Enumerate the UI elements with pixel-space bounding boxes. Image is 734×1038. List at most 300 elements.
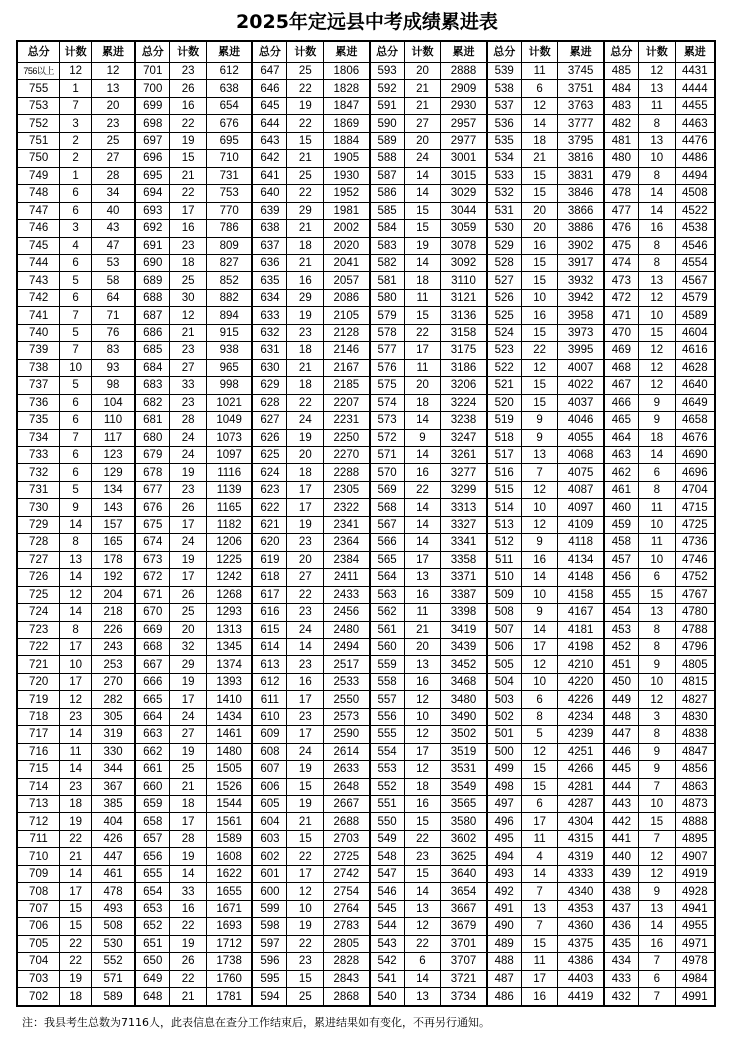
table-cell: 4919 <box>675 865 715 882</box>
column-header: 计数 <box>170 41 207 63</box>
table-cell: 19 <box>170 132 207 149</box>
table-cell: 1049 <box>207 412 253 429</box>
table-cell: 16 <box>404 586 441 603</box>
table-cell: 15 <box>521 377 558 394</box>
table-cell: 4522 <box>675 202 715 219</box>
table-cell: 4220 <box>558 673 604 690</box>
table-cell: 2305 <box>324 481 370 498</box>
table-cell: 28 <box>91 167 135 184</box>
table-cell: 613 <box>252 656 287 673</box>
table-cell: 532 <box>487 185 522 202</box>
table-cell: 27 <box>170 726 207 743</box>
table-cell: 2573 <box>324 708 370 725</box>
table-cell: 726 <box>17 569 60 586</box>
table-cell: 669 <box>135 621 170 638</box>
table-cell: 15 <box>287 778 324 795</box>
table-cell: 626 <box>252 429 287 446</box>
table-cell: 3625 <box>441 848 487 865</box>
table-cell: 434 <box>604 953 639 970</box>
table-cell: 582 <box>370 254 405 271</box>
table-cell: 709 <box>17 865 60 882</box>
table-cell: 555 <box>370 726 405 743</box>
table-cell: 2494 <box>324 638 370 655</box>
table-cell: 9 <box>638 394 675 411</box>
table-cell: 15 <box>638 586 675 603</box>
table-cell: 18 <box>638 429 675 446</box>
table-cell: 23 <box>91 115 135 132</box>
table-cell: 23 <box>60 708 92 725</box>
table-cell: 579 <box>370 307 405 324</box>
table-cell: 551 <box>370 796 405 813</box>
table-cell: 501 <box>487 726 522 743</box>
table-cell: 385 <box>91 796 135 813</box>
table-cell: 24 <box>170 429 207 446</box>
table-cell: 606 <box>252 778 287 795</box>
table-cell: 612 <box>207 63 253 80</box>
table-cell: 1561 <box>207 813 253 830</box>
table-cell: 4546 <box>675 237 715 254</box>
table-cell: 18 <box>404 778 441 795</box>
table-cell: 16 <box>170 220 207 237</box>
table-cell: 24 <box>287 743 324 760</box>
table-cell: 2688 <box>324 813 370 830</box>
table-cell: 541 <box>370 970 405 987</box>
table-cell: 4746 <box>675 551 715 568</box>
table-cell: 18 <box>287 342 324 359</box>
table-cell: 543 <box>370 935 405 952</box>
table-cell: 1781 <box>207 988 253 1006</box>
table-cell: 624 <box>252 464 287 481</box>
table-cell: 478 <box>91 883 135 900</box>
table-cell: 21 <box>521 150 558 167</box>
table-cell: 21 <box>170 167 207 184</box>
table-cell: 717 <box>17 726 60 743</box>
table-cell: 4538 <box>675 220 715 237</box>
table-cell: 739 <box>17 342 60 359</box>
table-cell: 2086 <box>324 289 370 306</box>
table-cell: 661 <box>135 761 170 778</box>
table-cell: 724 <box>17 604 60 621</box>
table-cell: 4991 <box>675 988 715 1006</box>
table-cell: 3602 <box>441 830 487 847</box>
table-cell: 9 <box>638 656 675 673</box>
table-cell: 672 <box>135 569 170 586</box>
table-cell: 18 <box>521 132 558 149</box>
table-cell: 529 <box>487 237 522 254</box>
table-cell: 666 <box>135 673 170 690</box>
table-cell: 4055 <box>558 429 604 446</box>
table-cell: 741 <box>17 307 60 324</box>
table-cell: 4251 <box>558 743 604 760</box>
table-cell: 8 <box>638 726 675 743</box>
table-cell: 539 <box>487 63 522 80</box>
table-cell: 639 <box>252 202 287 219</box>
table-cell: 667 <box>135 656 170 673</box>
table-cell: 18 <box>60 988 92 1006</box>
table-cell: 621 <box>252 516 287 533</box>
table-cell: 574 <box>370 394 405 411</box>
table-cell: 2805 <box>324 935 370 952</box>
table-cell: 530 <box>91 935 135 952</box>
table-cell: 538 <box>487 80 522 97</box>
table-cell: 546 <box>370 883 405 900</box>
table-cell: 4 <box>521 848 558 865</box>
table-cell: 23 <box>287 324 324 341</box>
table-cell: 12 <box>521 97 558 114</box>
table-cell: 14 <box>60 761 92 778</box>
table-cell: 16 <box>404 673 441 690</box>
table-cell: 2288 <box>324 464 370 481</box>
table-cell: 16 <box>287 272 324 289</box>
table-cell: 23 <box>170 63 207 80</box>
table-cell: 658 <box>135 813 170 830</box>
table-cell: 659 <box>135 796 170 813</box>
column-header: 总分 <box>17 41 60 63</box>
table-cell: 3667 <box>441 900 487 917</box>
table-cell: 4266 <box>558 761 604 778</box>
table-cell: 22 <box>60 830 92 847</box>
table-cell: 15 <box>521 778 558 795</box>
table-cell: 14 <box>60 569 92 586</box>
table-cell: 4895 <box>675 830 715 847</box>
table-cell: 683 <box>135 377 170 394</box>
table-cell: 404 <box>91 813 135 830</box>
table-cell: 22 <box>287 80 324 97</box>
table-cell: 745 <box>17 237 60 254</box>
table-cell: 1981 <box>324 202 370 219</box>
table-cell: 484 <box>604 80 639 97</box>
table-cell: 508 <box>487 604 522 621</box>
table-cell: 10 <box>638 796 675 813</box>
table-cell: 110 <box>91 412 135 429</box>
table-cell: 218 <box>91 604 135 621</box>
table-cell: 22 <box>521 342 558 359</box>
table-cell: 2614 <box>324 743 370 760</box>
table-cell: 9 <box>638 412 675 429</box>
table-row <box>17 412 715 429</box>
table-cell: 22 <box>404 830 441 847</box>
table-cell: 13 <box>404 900 441 917</box>
table-cell: 12 <box>638 63 675 80</box>
table-cell: 7 <box>638 830 675 847</box>
table-cell: 637 <box>252 237 287 254</box>
table-cell: 3701 <box>441 935 487 952</box>
table-cell: 21 <box>404 80 441 97</box>
table-cell: 699 <box>135 97 170 114</box>
table-cell: 770 <box>207 202 253 219</box>
table-cell: 521 <box>487 377 522 394</box>
table-cell: 743 <box>17 272 60 289</box>
table-cell: 6 <box>60 412 92 429</box>
table-cell: 498 <box>487 778 522 795</box>
table-cell: 4431 <box>675 63 715 80</box>
table-cell: 165 <box>91 534 135 551</box>
table-row <box>17 150 715 167</box>
table-cell: 695 <box>135 167 170 184</box>
table-cell: 20 <box>287 551 324 568</box>
table-cell: 1313 <box>207 621 253 638</box>
table-cell: 3136 <box>441 307 487 324</box>
table-row <box>17 900 715 917</box>
column-header: 累进 <box>441 41 487 63</box>
table-cell: 2888 <box>441 63 487 80</box>
table-cell: 14 <box>60 516 92 533</box>
table-cell: 580 <box>370 289 405 306</box>
table-cell: 243 <box>91 638 135 655</box>
table-cell: 15 <box>521 272 558 289</box>
table-cell: 607 <box>252 761 287 778</box>
table-cell: 653 <box>135 900 170 917</box>
table-cell: 14 <box>60 604 92 621</box>
table-cell: 4856 <box>675 761 715 778</box>
table-cell: 10 <box>404 708 441 725</box>
table-cell: 611 <box>252 691 287 708</box>
table-cell: 4281 <box>558 778 604 795</box>
table-cell: 557 <box>370 691 405 708</box>
table-cell: 751 <box>17 132 60 149</box>
table-cell: 3942 <box>558 289 604 306</box>
table-cell: 4375 <box>558 935 604 952</box>
table-cell: 43 <box>91 220 135 237</box>
table-cell: 3707 <box>441 953 487 970</box>
table-cell: 477 <box>604 202 639 219</box>
table-cell: 719 <box>17 691 60 708</box>
table-cell: 1505 <box>207 761 253 778</box>
table-cell: 526 <box>487 289 522 306</box>
table-cell: 552 <box>91 953 135 970</box>
table-cell: 518 <box>487 429 522 446</box>
table-cell: 615 <box>252 621 287 638</box>
table-cell: 13 <box>638 132 675 149</box>
table-cell: 14 <box>404 185 441 202</box>
table-row <box>17 761 715 778</box>
table-cell: 17 <box>170 516 207 533</box>
table-cell: 2146 <box>324 342 370 359</box>
table-cell: 7 <box>521 918 558 935</box>
table-cell: 3995 <box>558 342 604 359</box>
table-cell: 632 <box>252 324 287 341</box>
table-row <box>17 778 715 795</box>
column-header: 总分 <box>135 41 170 63</box>
table-cell: 12 <box>638 377 675 394</box>
table-row <box>17 132 715 149</box>
table-cell: 15 <box>521 935 558 952</box>
table-cell: 2909 <box>441 80 487 97</box>
table-cell: 14 <box>521 621 558 638</box>
table-cell: 19 <box>404 237 441 254</box>
table-cell: 16 <box>521 551 558 568</box>
table-cell: 2384 <box>324 551 370 568</box>
table-cell: 497 <box>487 796 522 813</box>
table-cell: 282 <box>91 691 135 708</box>
table-cell: 8 <box>521 708 558 725</box>
table-cell: 5 <box>60 324 92 341</box>
table-cell: 14 <box>638 446 675 463</box>
table-cell: 503 <box>487 691 522 708</box>
table-cell: 11 <box>638 499 675 516</box>
table-cell: 643 <box>252 132 287 149</box>
table-row <box>17 638 715 655</box>
table-cell: 9 <box>60 499 92 516</box>
table-cell: 640 <box>252 185 287 202</box>
table-cell: 3679 <box>441 918 487 935</box>
table-cell: 4444 <box>675 80 715 97</box>
table-cell: 722 <box>17 638 60 655</box>
table-cell: 633 <box>252 307 287 324</box>
table-cell: 5 <box>60 272 92 289</box>
table-cell: 577 <box>370 342 405 359</box>
table-cell: 4640 <box>675 377 715 394</box>
table-cell: 564 <box>370 569 405 586</box>
table-cell: 1393 <box>207 673 253 690</box>
table-row <box>17 656 715 673</box>
table-cell: 12 <box>404 726 441 743</box>
table-cell: 4604 <box>675 324 715 341</box>
table-cell: 19 <box>170 673 207 690</box>
table-cell: 10 <box>521 586 558 603</box>
table-cell: 22 <box>170 918 207 935</box>
table-cell: 730 <box>17 499 60 516</box>
table-cell: 12 <box>521 359 558 376</box>
table-cell: 12 <box>638 359 675 376</box>
table-cell: 4315 <box>558 830 604 847</box>
table-cell: 1847 <box>324 97 370 114</box>
table-cell: 18 <box>404 394 441 411</box>
table-cell: 2 <box>60 150 92 167</box>
table-cell: 662 <box>135 743 170 760</box>
table-cell: 619 <box>252 551 287 568</box>
table-cell: 4210 <box>558 656 604 673</box>
table-row <box>17 953 715 970</box>
table-row <box>17 97 715 114</box>
table-cell: 29 <box>170 656 207 673</box>
table-cell: 1242 <box>207 569 253 586</box>
table-cell: 16 <box>521 307 558 324</box>
table-cell: 27 <box>170 359 207 376</box>
table-cell: 721 <box>17 656 60 673</box>
table-cell: 23 <box>287 604 324 621</box>
table-cell: 4386 <box>558 953 604 970</box>
table-row <box>17 464 715 481</box>
table-cell: 492 <box>487 883 522 900</box>
table-cell: 670 <box>135 604 170 621</box>
table-cell: 4567 <box>675 272 715 289</box>
table-cell: 2590 <box>324 726 370 743</box>
table-cell: 3186 <box>441 359 487 376</box>
table-cell: 965 <box>207 359 253 376</box>
table-cell: 708 <box>17 883 60 900</box>
table-cell: 3580 <box>441 813 487 830</box>
table-cell: 612 <box>252 673 287 690</box>
table-cell: 14 <box>404 883 441 900</box>
table-cell: 7 <box>60 429 92 446</box>
table-cell: 454 <box>604 604 639 621</box>
table-cell: 679 <box>135 446 170 463</box>
table-cell: 33 <box>170 377 207 394</box>
table-row <box>17 621 715 638</box>
table-cell: 718 <box>17 708 60 725</box>
table-cell: 4649 <box>675 394 715 411</box>
table-cell: 2977 <box>441 132 487 149</box>
column-header: 总分 <box>604 41 639 63</box>
table-cell: 23 <box>170 394 207 411</box>
table-cell: 4658 <box>675 412 715 429</box>
table-cell: 1952 <box>324 185 370 202</box>
table-cell: 756以上 <box>17 63 60 80</box>
table-cell: 4827 <box>675 691 715 708</box>
table-row <box>17 63 715 80</box>
table-cell: 589 <box>370 132 405 149</box>
table-cell: 76 <box>91 324 135 341</box>
table-cell: 1293 <box>207 604 253 621</box>
table-row <box>17 708 715 725</box>
table-cell: 1828 <box>324 80 370 97</box>
table-cell: 4455 <box>675 97 715 114</box>
table-cell: 27 <box>287 569 324 586</box>
table-cell: 1480 <box>207 743 253 760</box>
table-row <box>17 377 715 394</box>
table-cell: 493 <box>91 900 135 917</box>
table-cell: 3958 <box>558 307 604 324</box>
table-row <box>17 813 715 830</box>
table-cell: 599 <box>252 900 287 917</box>
table-cell: 5 <box>60 377 92 394</box>
table-cell: 509 <box>487 586 522 603</box>
table-cell: 7 <box>521 883 558 900</box>
table-cell: 4463 <box>675 115 715 132</box>
table-row <box>17 551 715 568</box>
table-cell: 738 <box>17 359 60 376</box>
table-cell: 10 <box>638 551 675 568</box>
table-cell: 678 <box>135 464 170 481</box>
table-cell: 16 <box>521 988 558 1006</box>
table-cell: 609 <box>252 726 287 743</box>
column-header: 总分 <box>487 41 522 63</box>
table-row <box>17 883 715 900</box>
table-cell: 6 <box>60 446 92 463</box>
table-cell: 5 <box>521 726 558 743</box>
table-cell: 701 <box>135 63 170 80</box>
table-row <box>17 586 715 603</box>
table-row <box>17 796 715 813</box>
table-cell: 71 <box>91 307 135 324</box>
table-cell: 432 <box>604 988 639 1006</box>
table-cell: 591 <box>370 97 405 114</box>
table-cell: 15 <box>404 813 441 830</box>
table-cell: 8 <box>638 254 675 271</box>
table-cell: 4476 <box>675 132 715 149</box>
table-cell: 12 <box>91 63 135 80</box>
table-cell: 736 <box>17 394 60 411</box>
table-cell: 654 <box>207 97 253 114</box>
table-cell: 10 <box>287 900 324 917</box>
column-header: 累进 <box>558 41 604 63</box>
table-cell: 2648 <box>324 778 370 795</box>
table-cell: 618 <box>252 569 287 586</box>
table-cell: 22 <box>287 586 324 603</box>
table-row <box>17 324 715 341</box>
table-cell: 516 <box>487 464 522 481</box>
table-cell: 12 <box>638 691 675 708</box>
table-cell: 705 <box>17 935 60 952</box>
table-cell: 527 <box>487 272 522 289</box>
table-cell: 655 <box>135 865 170 882</box>
table-cell: 11 <box>521 830 558 847</box>
table-cell: 694 <box>135 185 170 202</box>
table-cell: 15 <box>60 918 92 935</box>
table-cell: 13 <box>404 656 441 673</box>
table-cell: 474 <box>604 254 639 271</box>
